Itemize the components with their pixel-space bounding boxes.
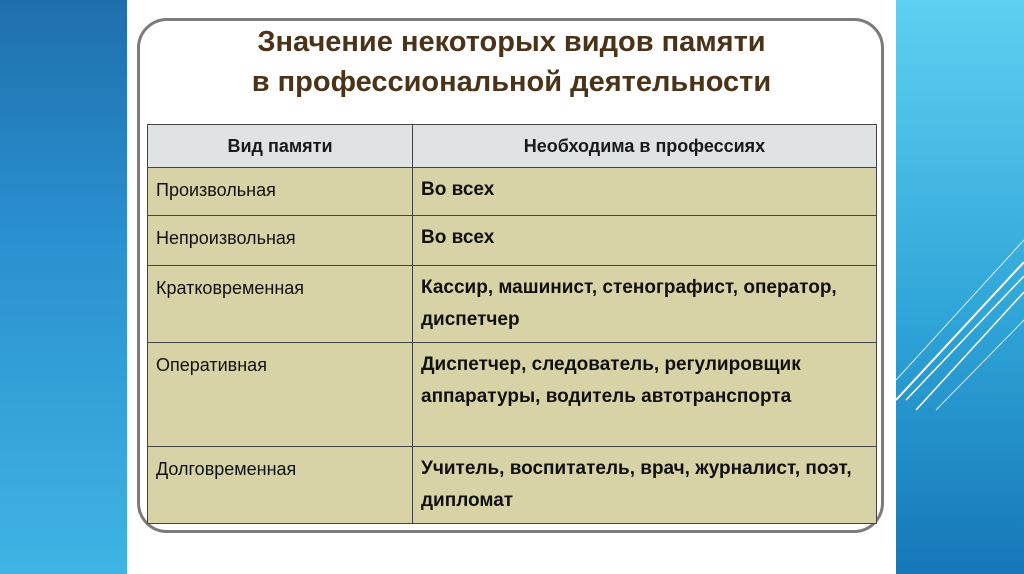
title-line-2: в профессиональной деятельности: [251, 66, 772, 98]
table-row: [148, 447, 877, 524]
memory-type-cell: Кратковременная: [148, 266, 413, 343]
table-row: [148, 266, 877, 343]
table-row: [148, 343, 877, 447]
memory-type-cell: Долговременная: [148, 447, 413, 524]
table-row: [148, 216, 877, 266]
professions-cell: Учитель, воспитатель, врач, журналист, поэт, дипломат: [413, 447, 877, 524]
slide: [127, 0, 896, 574]
professions-cell: Диспетчер, следователь, регулировщик аппаратуры, водитель автотранспорта: [413, 343, 877, 447]
header-memory-type: Вид памяти: [148, 125, 413, 168]
memory-type-cell: Произвольная: [148, 168, 413, 216]
professions-cell: Во всех: [413, 168, 877, 216]
header-professions: Необходима в профессиях: [413, 125, 877, 168]
memory-type-cell: Непроизвольная: [148, 216, 413, 266]
table-row: [148, 168, 877, 216]
decorative-lines: [896, 0, 1024, 574]
slide-title: [127, 22, 896, 102]
title-line-1: Значение некоторых видов памяти: [257, 26, 766, 58]
professions-cell: Кассир, машинист, стенографист, оператор, диспетчер: [413, 266, 877, 343]
professions-cell: Во всех: [413, 216, 877, 266]
memory-types-table: [147, 124, 877, 524]
table-header-row: [148, 125, 877, 168]
memory-type-cell: Оперативная: [148, 343, 413, 447]
